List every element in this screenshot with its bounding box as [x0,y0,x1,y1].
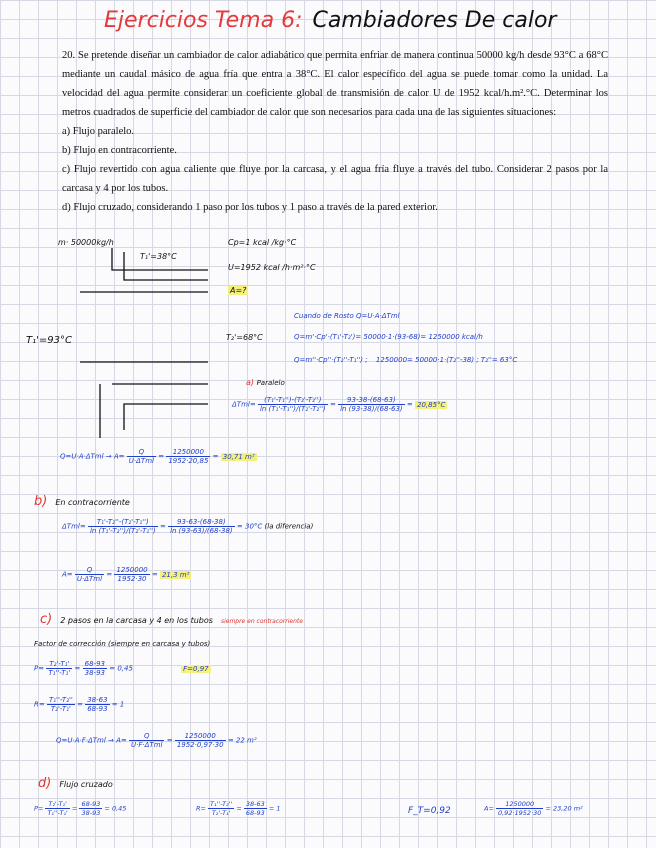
part-c-label: 2 pasos en la carcasa y 4 en los tubos [60,616,213,625]
given-area [228,286,248,295]
part-b-num1: T₁'-T₂''-(T₂'-T₁'') [88,518,158,527]
part-c-area: Q=U·A·F·ΔTml → A= $\frac{Q}{\text{U·F·ΔTml}}$ = $\frac{1250000}{1952\cdot 0,97\cdot 30}$ = 22 m² [56,732,257,749]
part-c-area-num: Q [129,732,164,741]
option-b: b) Flujo en contracorriente. [62,145,177,156]
option-c: c) Flujo revertido con agua caliente que fluye por la carcasa, y el agua fría fluye a través del tubo. Considerar 2 pasos por la carcasa y 4 por los tubos. [62,164,608,194]
part-c-area-den: U·F·ΔTml [131,741,163,749]
balance-eq2 [294,356,517,364]
part-d-letter: d) [38,776,52,791]
part-c-area-eq: Q=U·A·F·ΔTml → A= [56,736,127,745]
part-c-area-frac2 [175,732,226,749]
part-b-note: (la diferencia) [264,522,314,531]
part-c-r-num2: 38-63 [87,696,108,704]
part-c-letter: c) [40,612,53,627]
part-b-label: En contracorriente [55,498,130,507]
hot-outlet-temp: T₂'=68°C [226,333,263,342]
part-d-p-num: T₂'-T₁' [45,800,69,809]
part-d-f-result: F_T=0,92 [408,806,451,816]
part-c-r: R= $\frac{\text{T₁''-T₂''}}{\text{T₂'-T₁'}}$ = $\frac{38-63}{68-93}$ = 1 [34,696,125,713]
tube-outlet-upper [124,404,208,430]
part-b-area-result: 21,3 m² [161,570,190,579]
part-a-result: 20,85°C [417,400,446,409]
part-c-r-result: 1 [119,700,125,709]
part-d-area-lhs: A= [484,804,494,813]
part-d-area-frac [496,800,543,817]
balance-eq2-right: 1250000= 50000·1·(T₂''-38) ; T₂''= 63°C [375,356,518,364]
part-d-area-den: 0,92·1952·30 [497,809,542,817]
part-a-area-frac1 [127,448,156,465]
part-d-r-frac2 [244,800,267,817]
part-a-den2: ln (93-38)/(68-63) [340,405,403,413]
part-a-den1: ln (T₁'-T₁'')/(T₂'-T₂'') [259,405,326,413]
part-d-r-result: 1 [276,804,281,813]
given-area-value: A=? [230,286,247,295]
part-a-area-result: 30,71 m² [222,452,255,461]
hot-inlet-temp: T₁'=93°C [26,335,72,346]
part-d-p-num2: 68-93 [81,800,101,808]
part-c-p-num: T₂'-T₁' [46,660,72,669]
part-a-area-num: Q [127,448,156,457]
part-c-f-result: F=0,97 [183,664,209,673]
part-b-den1: ln (T₁'-T₂'')/(T₂'-T₁'') [89,527,156,535]
cold-inlet-temp: T₁'=38°C [140,252,177,261]
part-d-p-result: 0,45 [111,804,127,813]
part-c-factor: Factor de corrección (siempre en carcasa y tubos) [34,640,211,648]
part-c-area-den2: 1952·0,97·30 [176,741,224,749]
balance-eq1: Q=m'·Cp'·(T₁'-T₂')= 50000·1·(93-68)= 1250000 kcal/h [294,333,483,341]
part-b-result: 30°C [245,522,263,531]
part-a-area-eq: Q=U·A·ΔTml → A= [60,452,125,461]
part-a-num1: (T₁'-T₁'')-(T₂'-T₂'') [258,396,328,405]
part-b-frac1 [88,518,158,535]
part-c-p-result: 0,45 [117,664,133,673]
mass-flow-label: m· 50000kg/h [58,238,114,247]
option-d: d) Flujo cruzado, considerando 1 paso por los tubos y 1 paso a través de la pared exterior. [62,202,438,213]
part-d-r: R= $\frac{\text{T₁''-T₂''}}{\text{T₂'-T₁'}}$ = $\frac{38-63}{68-93}$ = 1 [196,800,281,817]
part-a-num2: 93-38-(68-63) [338,396,405,405]
part-b-area-den2: 1952·30 [117,575,147,583]
part-a-lmtd: ΔTml= $\frac{\text{(T₁'-T₁'')-(T₂'-T₂'')}}{\text{ln (T₁'-T₁'')/(T₂'-T₂'')}}$ = $\frac{93-38-(68-63)}{\ln (93-38)/(68-63)}$ = 20,85°C [232,396,446,413]
part-a-area: Q=U·A·ΔTml → A= $\frac{Q}{\text{U·ΔTml}}$ = $\frac{1250000}{1952\cdot 20,85}$ = 30,71 m² [60,448,255,465]
balance-eq2-left: Q=m''·Cp''·(T₂''-T₁'') ; [294,356,368,364]
title-part1: Ejercicios Tema 6: [104,8,303,33]
part-b-area: A= $\frac{Q}{\text{U·ΔTml}}$ = $\frac{1250000}{1952\cdot 30}$ = 21,3 m² [62,566,190,583]
part-c-area-frac1 [129,732,164,749]
part-d-r-den: T₂'-T₁' [211,809,231,817]
problem-text: 20. Se pretende diseñar un cambiador de calor adiabático que permita enfriar de manera continua 50000 kg/h desde 93°C a 68°C mediante un caudal másico de agua fría que entra a 38°C. El calor específico del agua se puede tomar como la unidad. La velocidad del agua permite considerar un coeficiente global de transmisión de calor U de 1952 kcal/h.m².°C. Determinar los metros cuadrados de superficie del cambiador de calor que son necesarios para cada una de las siguientes situaciones: [62,50,608,118]
title-part2: Cambiadores De calor [312,8,557,33]
part-b-den2: ln (93-63)/(68-38) [170,527,233,535]
part-d-area-result: 23,20 m² [553,804,583,813]
part-a-frac2 [338,396,405,413]
part-c-r-frac1 [47,696,75,713]
part-d-r-lhs: R= [196,804,206,813]
part-d-r-num: T₁''-T₂'' [210,800,233,808]
part-d-p-lhs: P= [34,804,44,813]
given-cp: Cp=1 kcal /kg·°C [228,238,297,247]
part-d-p-den2: 38-93 [81,809,101,817]
part-b-area-num2: 1250000 [116,566,148,574]
part-a-area-frac2 [166,448,210,465]
part-c-note: siempre en contracorriente [220,618,303,625]
balance-heading: Cuando de Rosto Q=U·A·ΔTml [294,312,400,320]
part-b-letter: b) [34,494,48,509]
part-c-p-num2: 68-93 [84,660,105,668]
part-c-r-den2: 68-93 [87,705,108,713]
part-c-r-lhs: R= [34,700,45,709]
part-a-area-den: U·ΔTml [128,457,154,465]
part-b-area-frac2 [114,566,149,583]
part-d-area: A= $\frac{1250000}{0,92\cdot 1952\cdot 30}$ = 23,20 m² [484,800,583,817]
part-b-lmtd: ΔTml= $\frac{\text{T₁'-T₂''-(T₂'-T₁'')}}{\text{ln (T₁'-T₂'')/(T₂'-T₁'')}}$ = $\frac{93-63-(68-38)}{\ln (93-63)/(68-38)}$ = 30°C (la diferencia) [62,518,314,535]
part-b-frac2 [168,518,235,535]
part-d-p-frac2 [79,800,102,817]
part-c-p-frac1 [46,660,72,677]
part-a-letter: a) [246,378,255,387]
part-c-p-den2: 38-93 [84,669,105,677]
part-c-area-result: 22 m² [235,736,257,745]
part-a-heading [246,378,285,387]
part-b-area-frac1 [75,566,104,583]
part-c-heading [40,612,303,627]
part-d-r-num2: 38-63 [245,800,265,808]
part-b-lmtd-lhs: ΔTml= [62,522,86,531]
part-d-p: P= $\frac{\text{T₂'-T₁'}}{\text{T₁''-T₁'}}$ = $\frac{68-93}{38-93}$ = 0,45 [34,800,127,817]
part-a-area-num2: 1250000 [166,448,210,457]
part-c-p-frac2 [83,660,107,677]
part-c-p-den: T₁''-T₁' [48,669,71,677]
given-u: U=1952 kcal /h·m²·°C [228,263,316,272]
part-c-r-frac2 [85,696,109,713]
option-a: a) Flujo paralelo. [62,126,135,137]
part-a-label: Paralelo [256,379,285,387]
part-a-area-den2: 1952·20,85 [168,457,209,465]
part-c-r-num: T₁''-T₂'' [48,696,73,704]
part-c-p-lhs: P= [34,664,45,673]
part-d-r-den2: 68-93 [245,809,265,817]
part-d-r-frac1 [208,800,234,817]
part-a-lmtd-lhs: ΔTml= [232,400,256,409]
part-d-p-den: T₁''-T₁' [47,809,68,817]
part-b-area-den: U·ΔTml [76,575,103,583]
part-b-num2: 93-63-(68-38) [168,518,235,527]
part-c-area-num2: 1250000 [175,732,226,741]
part-c-r-den: T₂'-T₁' [50,705,71,713]
part-b-area-lhs: A= [62,570,73,579]
part-b-area-num: Q [75,566,104,575]
part-a-frac1 [258,396,328,413]
part-d-heading [38,776,113,791]
part-d-area-num: 1250000 [496,800,543,809]
part-b-heading [34,494,130,509]
part-d-label: Flujo cruzado [59,780,113,789]
part-c-p: P= $\frac{\text{T₂'-T₁'}}{\text{T₁''-T₁'}}$ = $\frac{68-93}{38-93}$ = 0,45 F=0,97 [34,660,209,677]
part-d-p-frac1 [45,800,69,817]
